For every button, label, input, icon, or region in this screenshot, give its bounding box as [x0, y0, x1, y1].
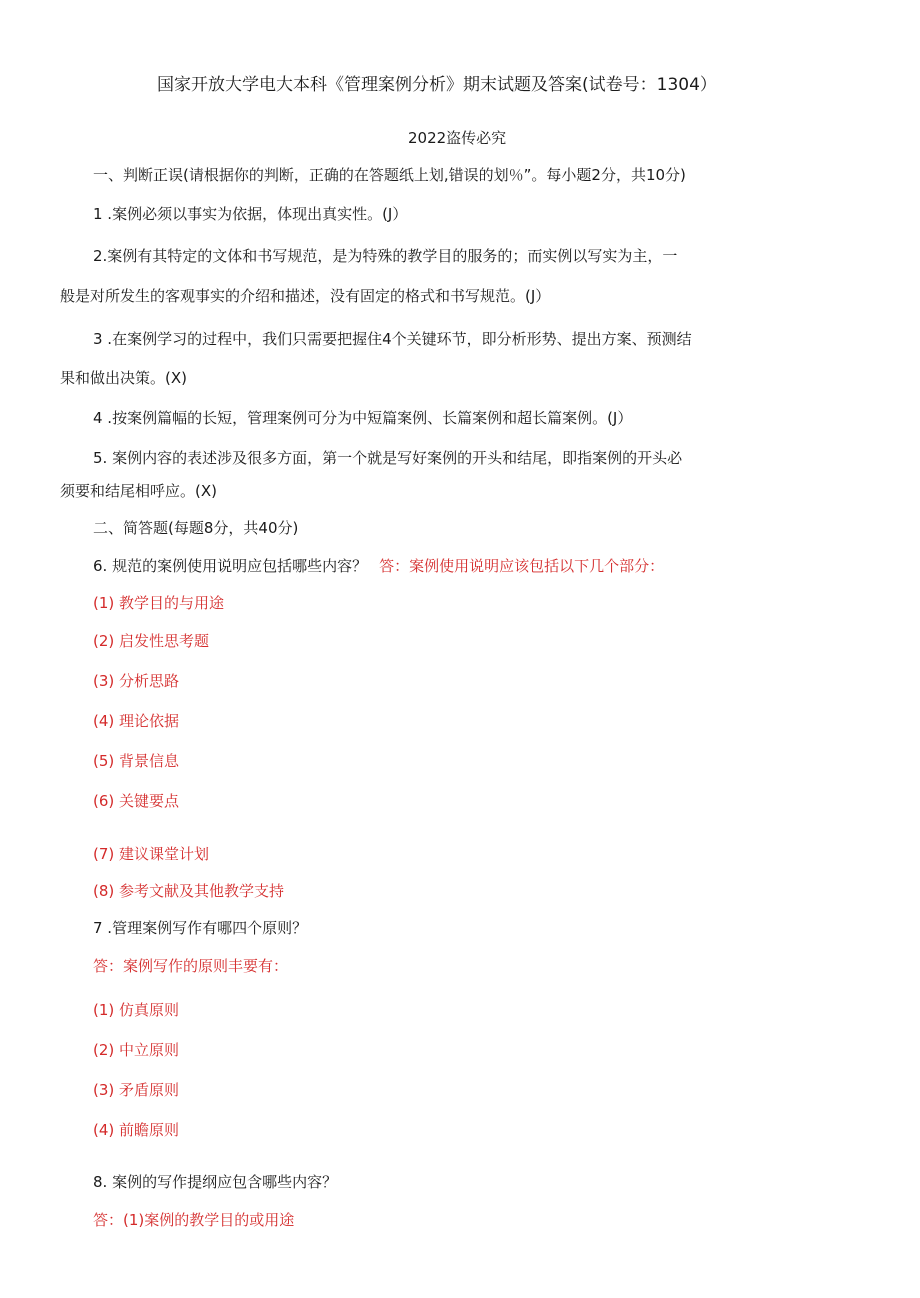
answer-6-item-6: (6) 关键要点	[93, 792, 180, 810]
question-2-line-2: 般是对所发生的客观事实的介绍和描述，没有固定的格式和书写规范。(J）	[60, 287, 551, 305]
answer-7-item-3: (3) 矛盾原则	[93, 1081, 180, 1099]
question-7: 7 .管理案例写作有哪四个原则？	[93, 919, 308, 937]
question-6-text: 6. 规范的案例使用说明应包括哪些内容？	[93, 557, 368, 575]
document-subtitle: 2022盗传必究	[408, 129, 507, 147]
answer-7-item-2: (2) 中立原则	[93, 1041, 180, 1059]
question-3-line-1: 3 .在案例学习的过程中，我们只需要把握住4个关键环节，即分析形势、提出方案、预测结	[93, 330, 692, 348]
question-7-answer-intro: 答：案例写作的原则丰要有：	[93, 957, 289, 975]
section-1-heading: 一、判断正误(请根据你的判断，正确的在答题纸上划,错误的划％”。每小题2分，共10分)	[93, 166, 686, 184]
answer-6-item-4: (4) 理论依据	[93, 712, 180, 730]
answer-6-item-3: (3) 分析思路	[93, 672, 180, 690]
question-6	[93, 555, 664, 577]
section-2-heading: 二、简答题(每题8分，共40分)	[93, 519, 299, 537]
question-5-line-1: 5. 案例内容的表述涉及很多方面，第一个就是写好案例的开头和结尾，即指案例的开头必	[93, 449, 683, 467]
answer-7-item-1: (1) 仿真原则	[93, 1001, 180, 1019]
question-8: 8. 案例的写作提纲应包含哪些内容？	[93, 1173, 338, 1191]
question-3-line-2: 果和做出决策。(X)	[60, 369, 187, 387]
answer-6-item-7: (7) 建议课堂计划	[93, 845, 210, 863]
question-8-answer-first: 答：(1)案例的教学目的或用途	[93, 1211, 295, 1229]
answer-6-item-8: (8) 参考文献及其他教学支持	[93, 882, 285, 900]
answer-6-item-1: (1) 教学目的与用途	[93, 594, 225, 612]
question-6-answer-intro: 答：案例使用说明应该包括以下几个部分：	[379, 557, 665, 575]
answer-6-item-5: (5) 背景信息	[93, 752, 180, 770]
question-1: 1 .案例必须以事实为依据，体现出真实性。(J）	[93, 205, 408, 223]
question-5-line-2: 须要和结尾相呼应。(X)	[60, 482, 217, 500]
answer-6-item-2: (2) 启发性思考题	[93, 632, 210, 650]
document-title: 国家开放大学电大本科《管理案例分析》期末试题及答案(试卷号：1304）	[157, 75, 717, 95]
question-2-line-1: 2.案例有其特定的文体和书写规范，是为特殊的教学目的服务的；而实例以写实为主，一	[93, 247, 678, 265]
question-4: 4 .按案例篇幅的长短，管理案例可分为中短篇案例、长篇案例和超长篇案例。(J）	[93, 409, 633, 427]
answer-7-item-4: (4) 前瞻原则	[93, 1121, 180, 1139]
